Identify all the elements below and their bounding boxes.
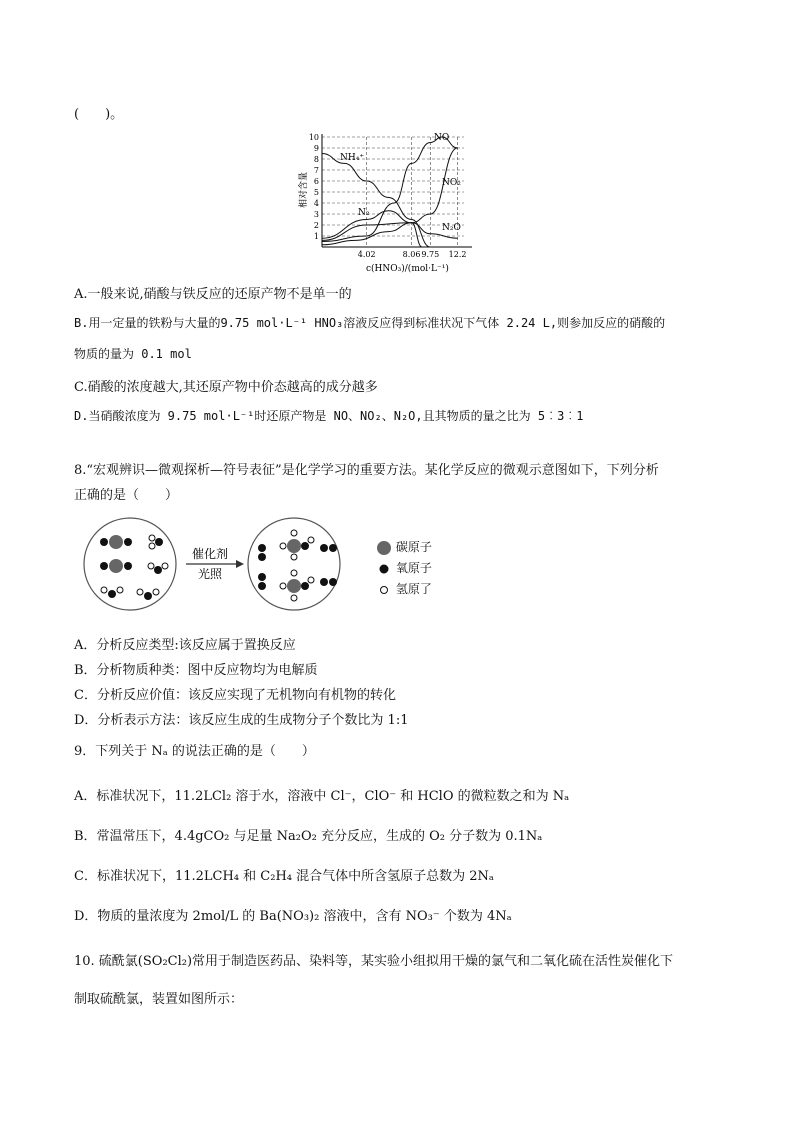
chart-ylabel: 相对含量: [299, 171, 309, 208]
q7-chart: [296, 128, 476, 278]
y-tick-label: 4: [313, 199, 319, 208]
q8-reaction-diagram: [76, 514, 376, 614]
y-tick-label: 3: [313, 210, 319, 219]
q8-stem-line2: 正确的是（ ）: [74, 488, 179, 503]
y-tick-label: 2: [313, 221, 319, 230]
o2-molecule-2: [258, 573, 266, 590]
q9-option-c: C．标准状况下，11.2LCH₄ 和 C₂H₄ 混合气体中所含氢原子总数为 2Nₐ: [74, 869, 494, 884]
series-label-NO₂: NO₂: [442, 178, 461, 188]
q8-option-b: B．分析物质种类：图中反应物均为电解质: [74, 663, 318, 678]
q7-stem-tail: ( )。: [74, 107, 124, 122]
legend-oxygen: [376, 559, 432, 577]
y-tick-label: 7: [313, 166, 319, 175]
o2-molecule-3: [320, 544, 337, 552]
q8-option-d: D．分析表示方法：该反应生成的生成物分子个数比为 1:1: [74, 713, 409, 728]
h2o-molecule-3: [101, 587, 123, 598]
h2o-molecule-1: [149, 535, 163, 549]
q7-option-a: A.一般来说,硝酸与铁反应的还原产物不是单一的: [74, 287, 352, 302]
series-label-N₂: N₂: [358, 208, 370, 218]
carbon-atom-icon: [376, 540, 392, 556]
legend-carbon-label: 碳原子: [395, 540, 432, 554]
legend-carbon: [376, 538, 432, 556]
reaction-arrowhead: [236, 560, 244, 568]
x-tick-label: 8.06: [402, 250, 421, 259]
q7-option-b-line1: B.用一定量的铁粉与大量的9.75 mol·L⁻¹ HNO₃溶液反应得到标准状况下气体 2.24 L,则参加反应的硝酸的: [74, 316, 666, 330]
q7-option-b-line2: 物质的量为 0.1 mol: [74, 347, 192, 361]
oxygen-atom-icon: [376, 561, 392, 577]
h2o-molecule-4: [137, 589, 159, 600]
q9-option-a: A．标准状况下，11.2LCl₂ 溶于水，溶液中 Cl⁻，ClO⁻ 和 HClO 的微粒数之和为 Nₐ: [74, 789, 570, 804]
q7-option-d: D.当硝酸浓度为 9.75 mol·L⁻¹时还原产物是 NO、NO₂、N₂O,且其物质的量之比为 5︰3︰1: [74, 409, 584, 423]
series-label-N₂O: N₂O: [442, 223, 461, 233]
co2-molecule-1: [100, 535, 132, 549]
q7-option-c: C.硝酸的浓度越大,其还原产物中价态越高的成分越多: [74, 380, 378, 395]
h2o-molecule-2: [148, 563, 168, 574]
chart-xlabel: c(HNO₃)/(mol·L⁻¹): [366, 264, 449, 274]
y-tick-label: 1: [313, 232, 319, 241]
series-label-NO: NO: [434, 133, 450, 143]
product-molecule-1: [280, 530, 314, 560]
arrow-catalyst-label: 催化剂: [192, 547, 229, 561]
y-tick-label: 6: [313, 177, 319, 186]
legend-hydrogen-label: 氢原了: [395, 582, 432, 596]
q8-option-a: A．分析反应类型:该反应属于置换反应: [74, 638, 296, 653]
q8-stem-line1: 8.“宏观辨识—微观探析—符号表征”是化学学习的重要方法。某化学反应的微观示意图如下，下列分析: [74, 463, 659, 478]
co2-molecule-2: [100, 559, 132, 573]
legend-hydrogen: [376, 580, 432, 598]
q10-stem-line1: 10. 硫酰氯(SO₂Cl₂)常用于制造医药品、染料等，某实验小组拟用干燥的氯气和二氧化硫在活性炭催化下: [74, 954, 674, 969]
product-molecule-2: [280, 570, 314, 601]
y-tick-label: 5: [313, 188, 319, 197]
o2-molecule-4: [320, 578, 337, 586]
x-tick-label: 12.2: [448, 250, 467, 259]
legend-oxygen-label: 氧原子: [395, 561, 432, 575]
y-tick-label: 10: [308, 133, 319, 142]
arrow-light-label: 光照: [198, 567, 223, 581]
q9-option-b: B．常温常压下，4.4gCO₂ 与足量 Na₂O₂ 充分反应，生成的 O₂ 分子数为 0.1Nₐ: [74, 829, 543, 844]
y-tick-label: 9: [313, 144, 319, 153]
q9-stem: 9．下列关于 Nₐ 的说法正确的是（ ）: [74, 744, 315, 759]
y-tick-label: 8: [313, 155, 319, 164]
q8-option-c: C．分析反应价值：该反应实现了无机物向有机物的转化: [74, 688, 396, 703]
x-tick-label: 4.02: [357, 250, 376, 259]
q10-stem-line2: 制取硫酰氯，装置如图所示：: [74, 992, 244, 1007]
o2-molecule-1: [258, 544, 266, 561]
q9-option-d: D．物质的量浓度为 2mol/L 的 Ba(NO₃)₂ 溶液中，含有 NO₃⁻ 个数为 4Nₐ: [74, 909, 512, 924]
series-line-N₂: [322, 211, 422, 247]
x-tick-label: 9.75: [421, 250, 440, 259]
hydrogen-atom-icon: [376, 582, 392, 598]
series-label-NH₄⁺: NH₄⁺: [340, 153, 365, 163]
